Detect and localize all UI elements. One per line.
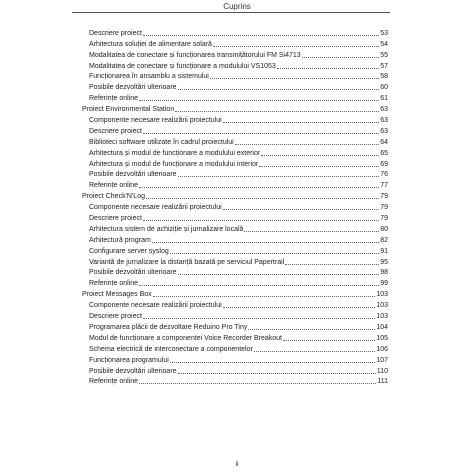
toc-entry-page: 107 xyxy=(376,356,388,364)
toc-entry-title: Componente necesare realizării proiectului xyxy=(89,204,222,212)
toc-dot-leader xyxy=(244,231,379,232)
toc-entry-title: Schema electrică de interconectare a componentelor xyxy=(89,345,253,353)
toc-chapter-entry[interactable] xyxy=(82,288,388,299)
toc-entry-page: 63 xyxy=(380,106,388,114)
toc-dot-leader xyxy=(170,362,376,363)
toc-section-entry[interactable] xyxy=(82,256,388,267)
toc-section-entry[interactable] xyxy=(82,277,388,288)
toc-entry-title: Proiect Environmental Station xyxy=(82,106,175,114)
toc-entry-title: Arhitectură program xyxy=(89,236,151,244)
toc-dot-leader xyxy=(223,122,380,123)
toc-section-entry[interactable] xyxy=(82,136,388,147)
toc-entry-page: 55 xyxy=(380,51,388,59)
toc-entry-title: Referințe online xyxy=(89,280,139,288)
toc-entry-title: Funcționarea programului xyxy=(89,356,169,364)
toc-dot-leader xyxy=(139,285,379,286)
toc-section-entry[interactable] xyxy=(82,158,388,169)
toc-entry-page: 53 xyxy=(380,29,388,37)
toc-section-entry[interactable] xyxy=(82,125,388,136)
toc-entry-page: 61 xyxy=(380,95,388,103)
toc-entry-page: 98 xyxy=(380,269,388,277)
toc-section-entry[interactable] xyxy=(82,376,388,387)
toc-dot-leader xyxy=(143,35,379,36)
toc-section-entry[interactable] xyxy=(82,71,388,82)
toc-entry-title: Posibile dezvoltări ulterioare xyxy=(89,269,177,277)
toc-entry-title: Descriere proiect xyxy=(89,313,142,321)
toc-entry-title: Referințe online xyxy=(89,182,139,190)
toc-entry-title: Proiect Check'N'Log xyxy=(82,193,145,201)
toc-section-entry[interactable] xyxy=(82,299,388,310)
toc-entry-page: 57 xyxy=(380,62,388,70)
table-of-contents xyxy=(82,27,388,386)
toc-entry-page: 104 xyxy=(376,323,388,331)
toc-chapter-entry[interactable] xyxy=(82,190,388,201)
toc-dot-leader xyxy=(285,264,379,265)
toc-section-entry[interactable] xyxy=(82,169,388,180)
toc-entry-page: 60 xyxy=(380,84,388,92)
toc-dot-leader xyxy=(178,274,380,275)
toc-section-entry[interactable] xyxy=(82,147,388,158)
toc-section-entry[interactable] xyxy=(82,321,388,332)
toc-dot-leader xyxy=(259,166,379,167)
toc-section-entry[interactable] xyxy=(82,267,388,278)
toc-dot-leader xyxy=(170,253,379,254)
toc-section-entry[interactable] xyxy=(82,234,388,245)
toc-section-entry[interactable] xyxy=(82,38,388,49)
toc-section-entry[interactable] xyxy=(82,114,388,125)
toc-entry-title: Componente necesare realizării proiectului xyxy=(89,117,222,125)
toc-entry-title: Posibile dezvoltări ulterioare xyxy=(89,171,177,179)
toc-dot-leader xyxy=(178,89,380,90)
toc-dot-leader xyxy=(235,144,379,145)
toc-entry-page: 111 xyxy=(377,378,388,386)
toc-section-entry[interactable] xyxy=(82,92,388,103)
toc-entry-title: Programarea plăcii de dezvoltare Reduino Pro Tiny xyxy=(89,323,248,331)
toc-entry-page: 105 xyxy=(376,334,388,342)
toc-chapter-entry[interactable] xyxy=(82,103,388,114)
toc-section-entry[interactable] xyxy=(82,310,388,321)
toc-section-entry[interactable] xyxy=(82,60,388,71)
toc-entry-page: 54 xyxy=(380,40,388,48)
toc-entry-title: Referințe online xyxy=(89,378,139,386)
toc-entry-title: Modul de funcționare a componentei Voice Recorder Breakout xyxy=(89,334,283,342)
toc-dot-leader xyxy=(254,351,375,352)
toc-dot-leader xyxy=(175,111,379,112)
toc-section-entry[interactable] xyxy=(82,223,388,234)
toc-section-entry[interactable] xyxy=(82,354,388,365)
toc-entry-page: 103 xyxy=(376,313,388,321)
toc-entry-title: Arhitectura și modul de funcționare a modulului exterior xyxy=(89,149,261,157)
toc-entry-page: 95 xyxy=(380,258,388,266)
toc-dot-leader xyxy=(146,198,379,199)
toc-entry-title: Funcționarea în ansamblu a sistemului xyxy=(89,73,209,81)
toc-entry-page: 103 xyxy=(376,291,388,299)
toc-section-entry[interactable] xyxy=(82,212,388,223)
toc-entry-title: Modalitatea de conectare și funcționare a modulului VS1053 xyxy=(89,62,276,70)
toc-entry-page: 106 xyxy=(376,345,388,353)
toc-entry-title: Posibile dezvoltări ulterioare xyxy=(89,367,177,375)
toc-entry-page: 77 xyxy=(380,182,388,190)
toc-dot-leader xyxy=(248,329,375,330)
toc-entry-page: 63 xyxy=(380,127,388,135)
toc-entry-title: Arhitectura sistem de achiziție și jurnalizare locală xyxy=(89,225,244,233)
toc-dot-leader xyxy=(223,209,380,210)
toc-dot-leader xyxy=(139,187,379,188)
toc-dot-leader xyxy=(139,100,379,101)
toc-entry-page: 91 xyxy=(380,247,388,255)
toc-entry-page: 82 xyxy=(380,236,388,244)
toc-dot-leader xyxy=(210,78,379,79)
toc-entry-title: Modalitatea de conectare și funcționarea transmițătorului FM Si4713 xyxy=(89,51,301,59)
toc-dot-leader xyxy=(143,318,375,319)
toc-dot-leader xyxy=(143,220,379,221)
toc-dot-leader xyxy=(283,340,375,341)
toc-entry-page: 63 xyxy=(380,117,388,125)
toc-section-entry[interactable] xyxy=(82,343,388,354)
toc-dot-leader xyxy=(213,46,379,47)
toc-dot-leader xyxy=(302,57,380,58)
toc-entry-page: 103 xyxy=(376,302,388,310)
toc-entry-title: Descriere proiect xyxy=(89,215,142,223)
toc-entry-title: Arhitectura și modul de funcționare a modulului interior xyxy=(89,160,259,168)
toc-dot-leader xyxy=(223,307,376,308)
toc-section-entry[interactable] xyxy=(82,27,388,38)
toc-section-entry[interactable] xyxy=(82,201,388,212)
toc-entry-title: Variantă de jurnalizare la distanță bazată pe serviciul Papertrail xyxy=(89,258,285,266)
toc-section-entry[interactable] xyxy=(82,332,388,343)
toc-section-entry[interactable] xyxy=(82,245,388,256)
header-rule xyxy=(72,12,390,13)
toc-entry-title: Descriere proiect xyxy=(89,127,142,135)
toc-entry-title: Arhitectura soluției de alimentare solară xyxy=(89,40,212,48)
toc-entry-page: 65 xyxy=(380,149,388,157)
toc-entry-title: Posibile dezvoltări ulterioare xyxy=(89,84,177,92)
toc-dot-leader xyxy=(139,383,376,384)
toc-entry-page: 76 xyxy=(380,171,388,179)
toc-entry-page: 69 xyxy=(380,160,388,168)
toc-entry-page: 80 xyxy=(380,225,388,233)
toc-dot-leader xyxy=(178,373,376,374)
toc-dot-leader xyxy=(261,155,379,156)
toc-section-entry[interactable] xyxy=(82,81,388,92)
toc-section-entry[interactable] xyxy=(82,49,388,60)
toc-entry-page: 64 xyxy=(380,138,388,146)
toc-entry-title: Configurare server syslog xyxy=(89,247,169,255)
toc-entry-page: 99 xyxy=(380,280,388,288)
toc-dot-leader xyxy=(178,176,380,177)
toc-entry-title: Proiect Messages Box xyxy=(82,291,152,299)
toc-entry-page: 79 xyxy=(380,193,388,201)
toc-entry-title: Componente necesare realizării proiectului xyxy=(89,302,222,310)
toc-dot-leader xyxy=(277,68,379,69)
toc-entry-page: 58 xyxy=(380,73,388,81)
toc-dot-leader xyxy=(153,296,376,297)
page-number: ii xyxy=(235,461,239,468)
toc-entry-page: 79 xyxy=(380,215,388,223)
toc-section-entry[interactable] xyxy=(82,179,388,190)
toc-section-entry[interactable] xyxy=(82,365,388,376)
toc-entry-title: Referințe online xyxy=(89,95,139,103)
toc-dot-leader xyxy=(152,242,379,243)
toc-entry-title: Biblioteci software utilizate în cadrul proiectului xyxy=(89,138,234,146)
toc-entry-page: 79 xyxy=(380,204,388,212)
toc-dot-leader xyxy=(143,133,379,134)
toc-entry-page: 110 xyxy=(376,367,388,375)
page-header-title: Cuprins xyxy=(223,2,251,11)
toc-entry-title: Descriere proiect xyxy=(89,29,142,37)
